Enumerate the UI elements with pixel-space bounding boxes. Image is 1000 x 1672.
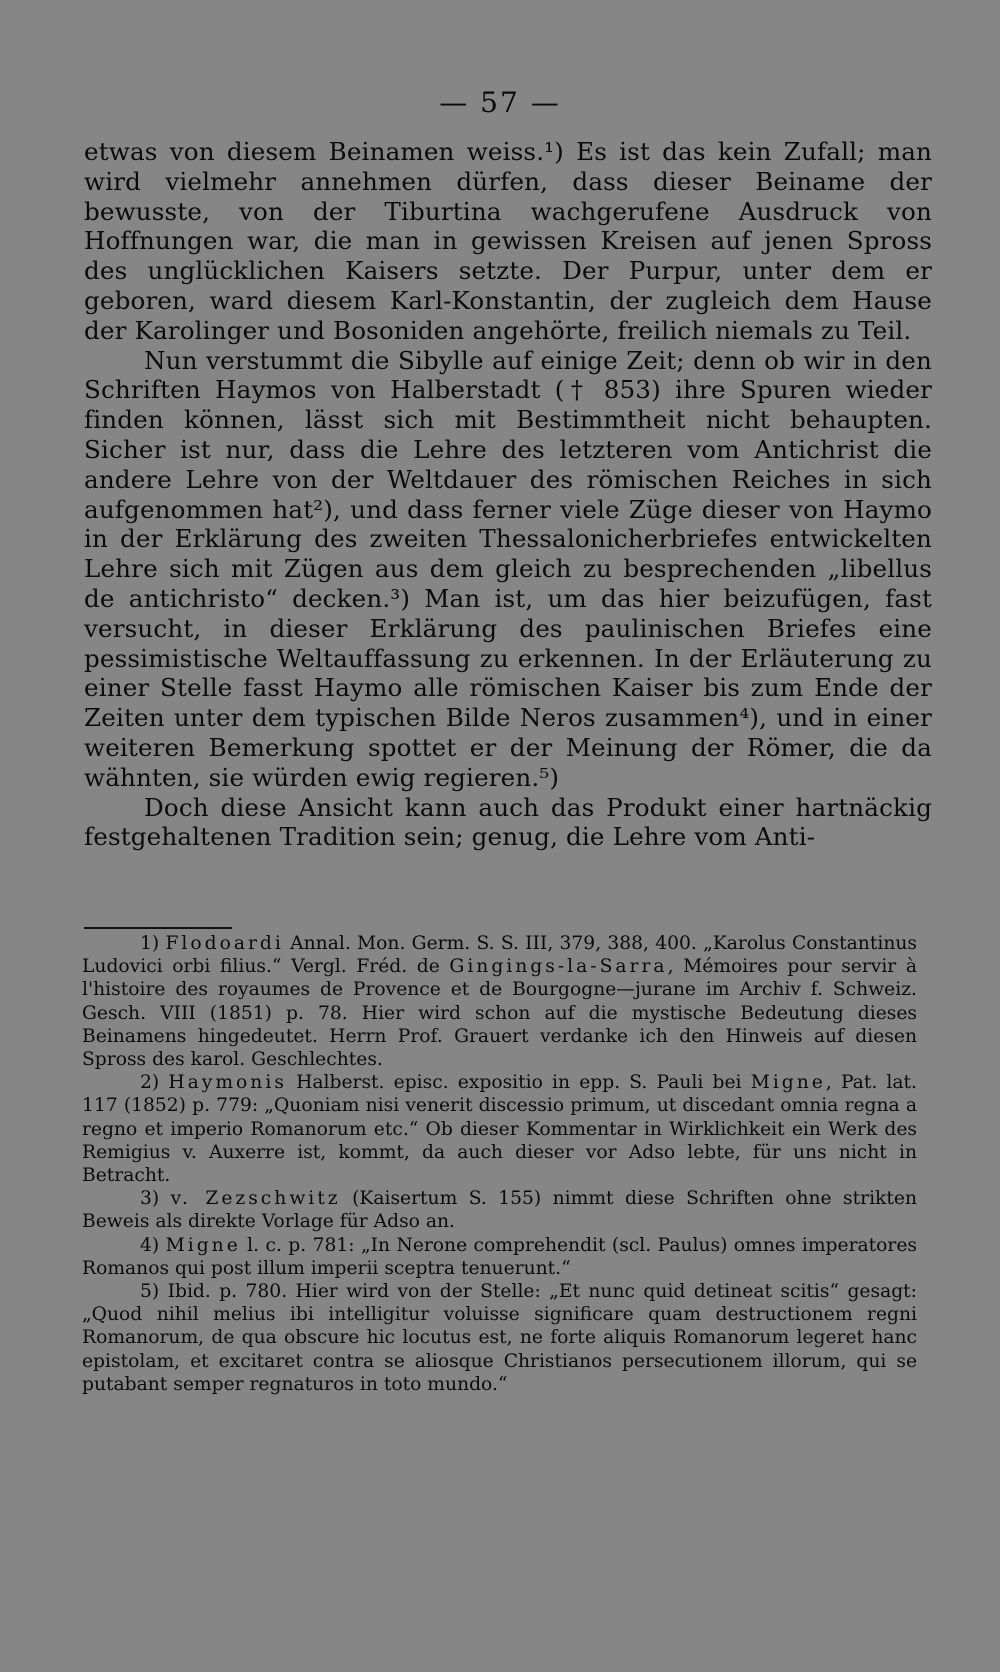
footnote-number: 5) [140,1281,160,1303]
footnote-text: Ibid. p. 780. Hier wird von der Stelle: „Et nunc quid detineat scitis“ gesagt: „Quod nihil melius ibi intelligitur voluisse significare quam destructionem regni Romanorum, de qua obscure hic locutus est, ne forte aliquis Romanorum legeret hanc epistolam, et excitaret contra se aliosque Christianos persecutionem illorum, qui se putabant semper regnaturos in toto mundo.“ [82,1281,917,1395]
footnote-number: 3) [140,1188,160,1210]
footnote-author: Flodoardi [165,933,284,954]
footnote-author: v. Zezschwitz [170,1188,341,1210]
footnote-author: Haymonis [168,1072,287,1094]
footnote-divider [84,927,232,929]
footnote-author-2: Gingings-la-Sarra [449,956,668,978]
footnote-number: 2) [140,1072,160,1094]
footnote-author-2: Migne [750,1072,826,1094]
footnote-text: Halberst. episc. expositio in epp. S. Pauli bei [286,1072,751,1094]
paragraph-3: Doch diese Ansicht kann auch das Produkt einer hartnäckig festgehaltenen Tradition sein; genug, die Lehre vom Anti- [84,792,932,852]
paragraph-1: etwas von diesem Beinamen weiss.¹) Es ist das kein Zufall; man wird vielmehr annehmen dürfen, dass dieser Beiname der bewusste, von der Tiburtina wachgerufene Ausdruck von Hoffnungen war, die man in gewissen Kreisen auf jenen Spross des unglücklichen Kaisers setzte. Der Purpur, unter dem er geboren, ward diesem Karl-Konstantin, der zugleich dem Hause der Karolinger und Bosoniden angehörte, freilich niemals zu Teil. [84,137,932,345]
footnote-text-2: , Mémoires pour servir à l'histoire des royaumes de Provence et de Bourgogne—jurane im Archiv f. Schweiz. Gesch. VIII (1851) p. 78. Hier wird schon auf die mystische Bedeutung dieses Beinamens hingedeutet. Herrn Prof. Grauert verdanke ich den Hinweis auf diesen Spross des karol. Geschlechtes. [82,956,917,1071]
footnote-text: (Kaisertum S. 155) nimmt diese Schriften ohne strikten Beweis als direkte Vorlage für Adso an. [82,1188,917,1233]
footnote-number: 4) [140,1234,160,1256]
footnote-text: l. c. p. 781: „In Nerone comprehendit (scl. Paulus) omnes imperatores Romanos qui post illum imperii sceptra tenuerunt.“ [82,1234,917,1279]
footnote-4 [82,1234,917,1280]
footnote-author: Migne [165,1234,241,1256]
footnote-text-2: , Pat. lat. 117 (1852) p. 779: „Quoniam nisi venerit discessio primum, ut discedant omnia regna a regno et imperio Romanorum etc.“ Ob dieser Kommentar in Wirklichkeit ein Werk des Remigius v. Auxerre ist, kommt, da auch dieser vor Adso lebte, für uns nicht in Betracht. [82,1072,917,1187]
footnote-number: 1) [140,933,160,954]
footnote-2 [82,1071,917,1187]
footnote-text: Annal. Mon. Germ. S. S. III, 379, 388, 400. „Karolus Constantinus Ludovici orbi filius.“ Vergl. Fréd. de [82,933,917,978]
paragraph-2: Nun verstummt die Sibylle auf einige Zeit; denn ob wir in den Schriften Haymos von Halberstadt († 853) ihre Spuren wieder finden können, lässt sich mit Bestimmtheit nicht behaupten. Sicher ist nur, dass die Lehre des letzteren vom Antichrist die andere Lehre von der Weltdauer des römischen Reiches in sich aufgenommen hat²), und dass ferner viele Züge dieser von Haymo in der Erklärung des zweiten Thessalonicherbriefes entwickelten Lehre sich mit Zügen aus dem gleich zu besprechenden „libellus de antichristo“ decken.³) Man ist, um das hier beizufügen, fast versucht, in dieser Erklärung des paulinischen Briefes eine pessimistische Weltauffassung zu erkennen. In der Erläuterung zu einer Stelle fasst Haymo alle römischen Kaiser bis zum Ende der Zeiten unter dem typischen Bilde Neros zusammen⁴), und in einer weiteren Bemerkung spottet er der Meinung der Römer, die da wähnten, sie würden ewig regieren.⁵) [84,345,932,792]
main-text [84,137,932,852]
footnotes [82,932,917,1396]
footnote-3 [82,1187,917,1233]
footnote-5 [82,1280,917,1396]
footnote-1 [82,932,917,1071]
page-number: — 57 — [439,86,561,119]
